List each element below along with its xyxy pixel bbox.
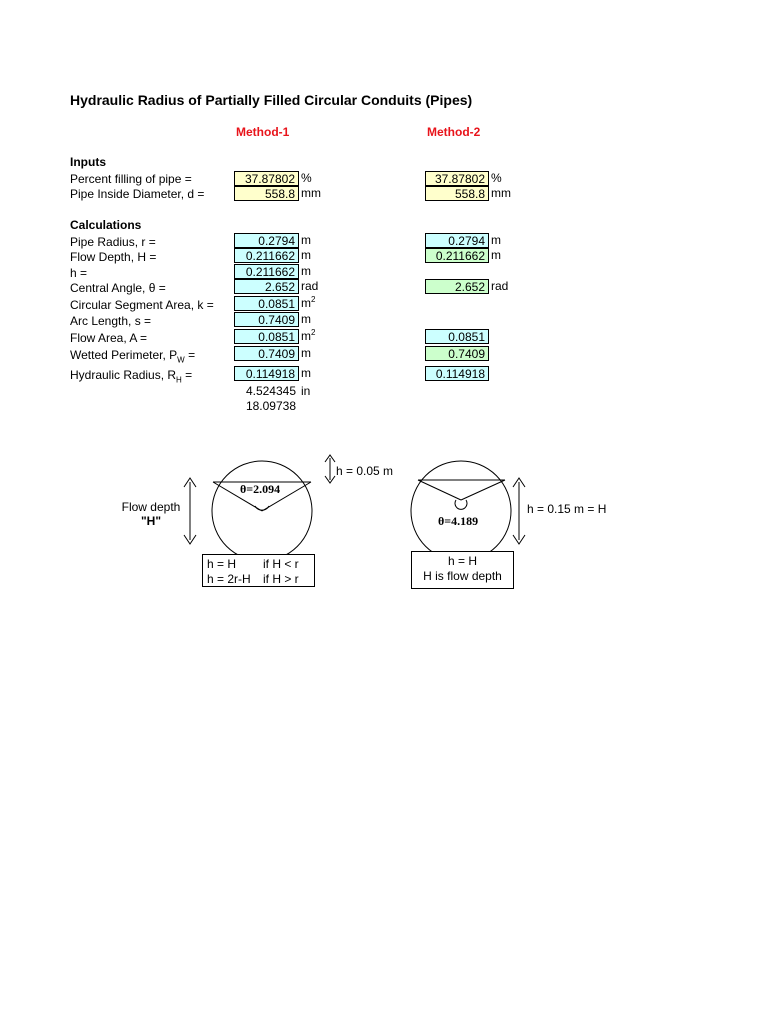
flow-depth-note — [120, 500, 182, 528]
wetted-perimeter-unit-m1: m — [301, 346, 311, 360]
h-note-2: h = 0.15 m = H — [527, 502, 607, 516]
flow-depth-m2: 0.211662 — [425, 248, 489, 263]
theta-label-1: θ=2.094 — [240, 482, 281, 496]
segment-area-label: Circular Segment Area, k = — [70, 298, 214, 312]
radius-line-2b — [461, 480, 505, 500]
theta-label-2: θ=4.189 — [438, 514, 479, 528]
flow-depth-label: Flow Depth, H = — [70, 250, 157, 264]
percent-unit-m1: % — [301, 171, 312, 185]
method-1-header: Method-1 — [236, 125, 290, 139]
segment-area-m1: 0.0851 — [234, 296, 299, 311]
calculations-heading: Calculations — [70, 218, 142, 232]
diameter-unit-m1: mm — [301, 186, 321, 200]
condition-box-2-line2: H is flow depth — [423, 569, 502, 583]
wetted-perimeter-label: Wetted Perimeter, $P_W$ = — [70, 348, 196, 365]
central-angle-label: Central Angle, θ = — [70, 281, 166, 295]
flow-depth-note-line2: "H" — [140, 514, 162, 528]
percent-input-m2[interactable]: 37.87802 — [425, 171, 489, 186]
flow-area-m1: 0.0851 — [234, 329, 299, 344]
wetted-perimeter-m1: 0.7409 — [234, 346, 299, 361]
h-unit-m1: m — [301, 264, 311, 278]
flow-depth-unit-m2: m — [491, 248, 501, 262]
radius-unit-m1: m — [301, 233, 311, 247]
flow-area-label: Flow Area, A = — [70, 331, 148, 345]
condition-box-2-line1: h = H — [447, 554, 477, 568]
h-note-1: h = 0.05 m — [336, 464, 394, 478]
condition-box-1 — [202, 554, 315, 587]
pipe-circle-2 — [411, 461, 511, 561]
flow-depth-unit-m1: m — [301, 248, 311, 262]
diameter-input-m1[interactable]: 558.8 — [234, 186, 299, 201]
central-angle-unit-m2: rad — [491, 279, 509, 293]
percent-unit-m2: % — [491, 171, 502, 185]
radius-line-2a — [418, 480, 461, 500]
inches-unit: in — [301, 384, 311, 398]
h-label: h = — [70, 266, 88, 280]
wetted-perimeter-m2: 0.7409 — [425, 346, 489, 361]
inputs-heading: Inputs — [70, 155, 106, 169]
flow-depth-note-line1: Flow depth — [121, 500, 181, 514]
method-2-header: Method-2 — [427, 125, 481, 139]
condition-box-2 — [411, 551, 514, 589]
pipe-diagram-2 — [411, 461, 525, 561]
angle-arc-2 — [455, 500, 467, 509]
arc-length-label: Arc Length, s = — [70, 314, 152, 328]
percent-input-m1[interactable]: 37.87802 — [234, 171, 299, 186]
hydraulic-radius-inches: 4.524345 — [245, 384, 296, 398]
flow-area-unit-m1: $m^2$ — [301, 328, 316, 343]
radius-m2: 0.2794 — [425, 233, 489, 248]
angle-arc-1 — [255, 506, 269, 510]
radius-unit-m2: m — [491, 233, 501, 247]
condition-line-1: h = H if H < r — [207, 557, 299, 571]
flow-area-m2: 0.0851 — [425, 329, 489, 344]
central-angle-m2: 2.652 — [425, 279, 489, 294]
pipe-diagram-1 — [184, 455, 335, 561]
radius-m1: 0.2794 — [234, 233, 299, 248]
diameter-label: Pipe Inside Diameter, d = — [70, 187, 205, 201]
percent-filling-label: Percent filling of pipe = — [70, 172, 192, 186]
condition-line-2: h = 2r-H if H > r — [207, 572, 299, 586]
central-angle-m1: 2.652 — [234, 279, 299, 294]
hydraulic-radius-label: Hydraulic Radius, $R_H$ = — [70, 368, 193, 385]
page-title: Hydraulic Radius of Partially Filled Circular Conduits (Pipes) — [70, 92, 473, 108]
central-angle-unit-m1: rad — [301, 279, 319, 293]
extra-value: 18.09738 — [245, 399, 296, 413]
segment-area-unit-m1: $m^2$ — [301, 295, 316, 310]
hydraulic-radius-unit-m1: m — [301, 366, 311, 380]
flow-depth-m1: 0.211662 — [234, 248, 299, 263]
diameter-input-m2[interactable]: 558.8 — [425, 186, 489, 201]
diameter-unit-m2: mm — [491, 186, 511, 200]
hydraulic-radius-m1: 0.114918 — [234, 366, 299, 381]
hydraulic-radius-m2: 0.114918 — [425, 366, 489, 381]
arc-length-m1: 0.7409 — [234, 312, 299, 327]
arc-length-unit-m1: m — [301, 312, 311, 326]
h-m1: 0.211662 — [234, 264, 299, 279]
radius-label: Pipe Radius, r = — [70, 235, 156, 249]
